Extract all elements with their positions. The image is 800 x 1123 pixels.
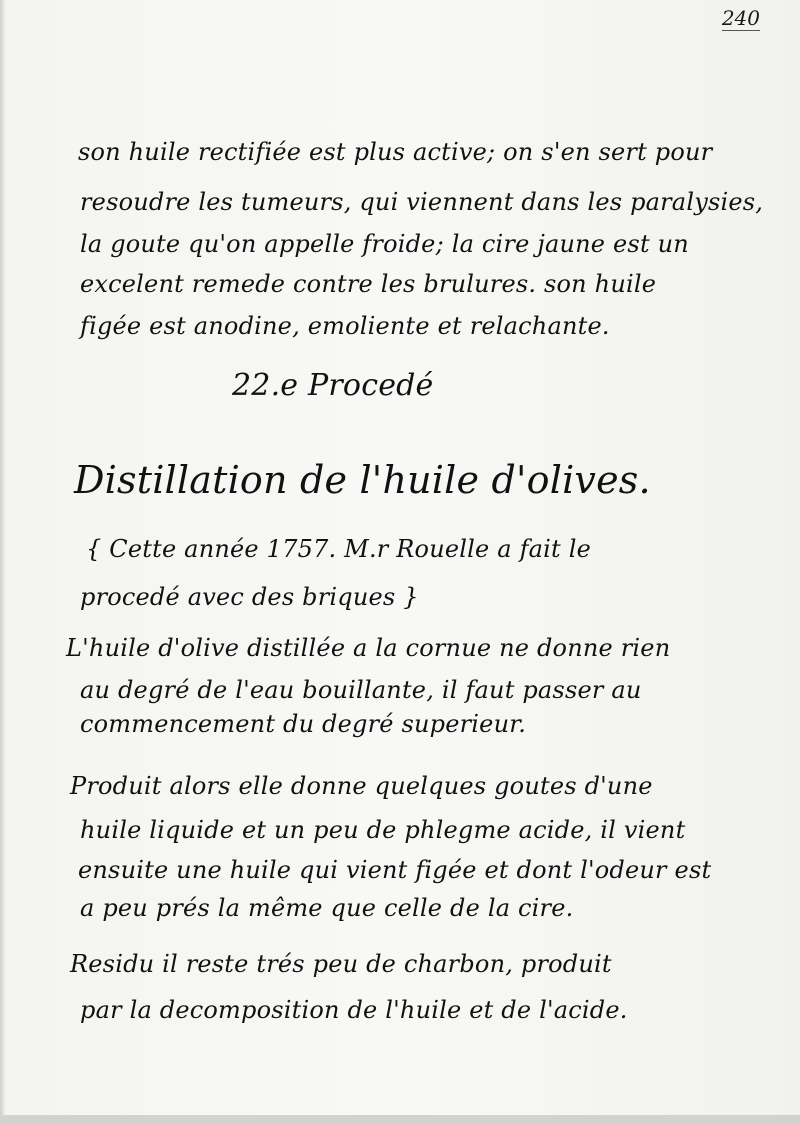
page-edge-shadow [0, 0, 6, 1123]
line-18: par la decomposition de l'huile et de l'acide. [80, 996, 628, 1024]
line-1: son huile rectifiée est plus active; on s'en sert pour [78, 138, 713, 166]
section-title: Distillation de l'huile d'olives. [74, 458, 651, 502]
line-10: L'huile d'olive distillée a la cornue ne donne rien [66, 634, 671, 662]
line-4: excelent remede contre les brulures. son huile [80, 270, 657, 298]
line-5: figée est anodine, emoliente et relachante. [80, 312, 610, 340]
line-11: au degré de l'eau bouillante, il faut passer au [80, 676, 642, 704]
line-8: { Cette année 1757. M.r Rouelle a fait le [86, 535, 592, 563]
section-heading: 22.e Procedé [232, 368, 434, 403]
line-9: procedé avec des briques } [80, 583, 419, 611]
line-12: commencement du degré superieur. [80, 710, 527, 738]
line-13: Produit alors elle donne quelques goutes d'une [70, 772, 653, 800]
page-number: 240 [721, 6, 760, 30]
line-3: la goute qu'on appelle froide; la cire jaune est un [80, 230, 689, 258]
line-14: huile liquide et un peu de phlegme acide, il vient [80, 816, 686, 844]
line-15: ensuite une huile qui vient figée et dont l'odeur est [78, 856, 712, 884]
page-bottom-edge [0, 1115, 800, 1123]
line-16: a peu prés la même que celle de la cire. [80, 894, 574, 922]
line-17: Residu il reste trés peu de charbon, produit [70, 950, 612, 978]
line-2: resoudre les tumeurs, qui viennent dans les paralysies, [80, 188, 764, 216]
